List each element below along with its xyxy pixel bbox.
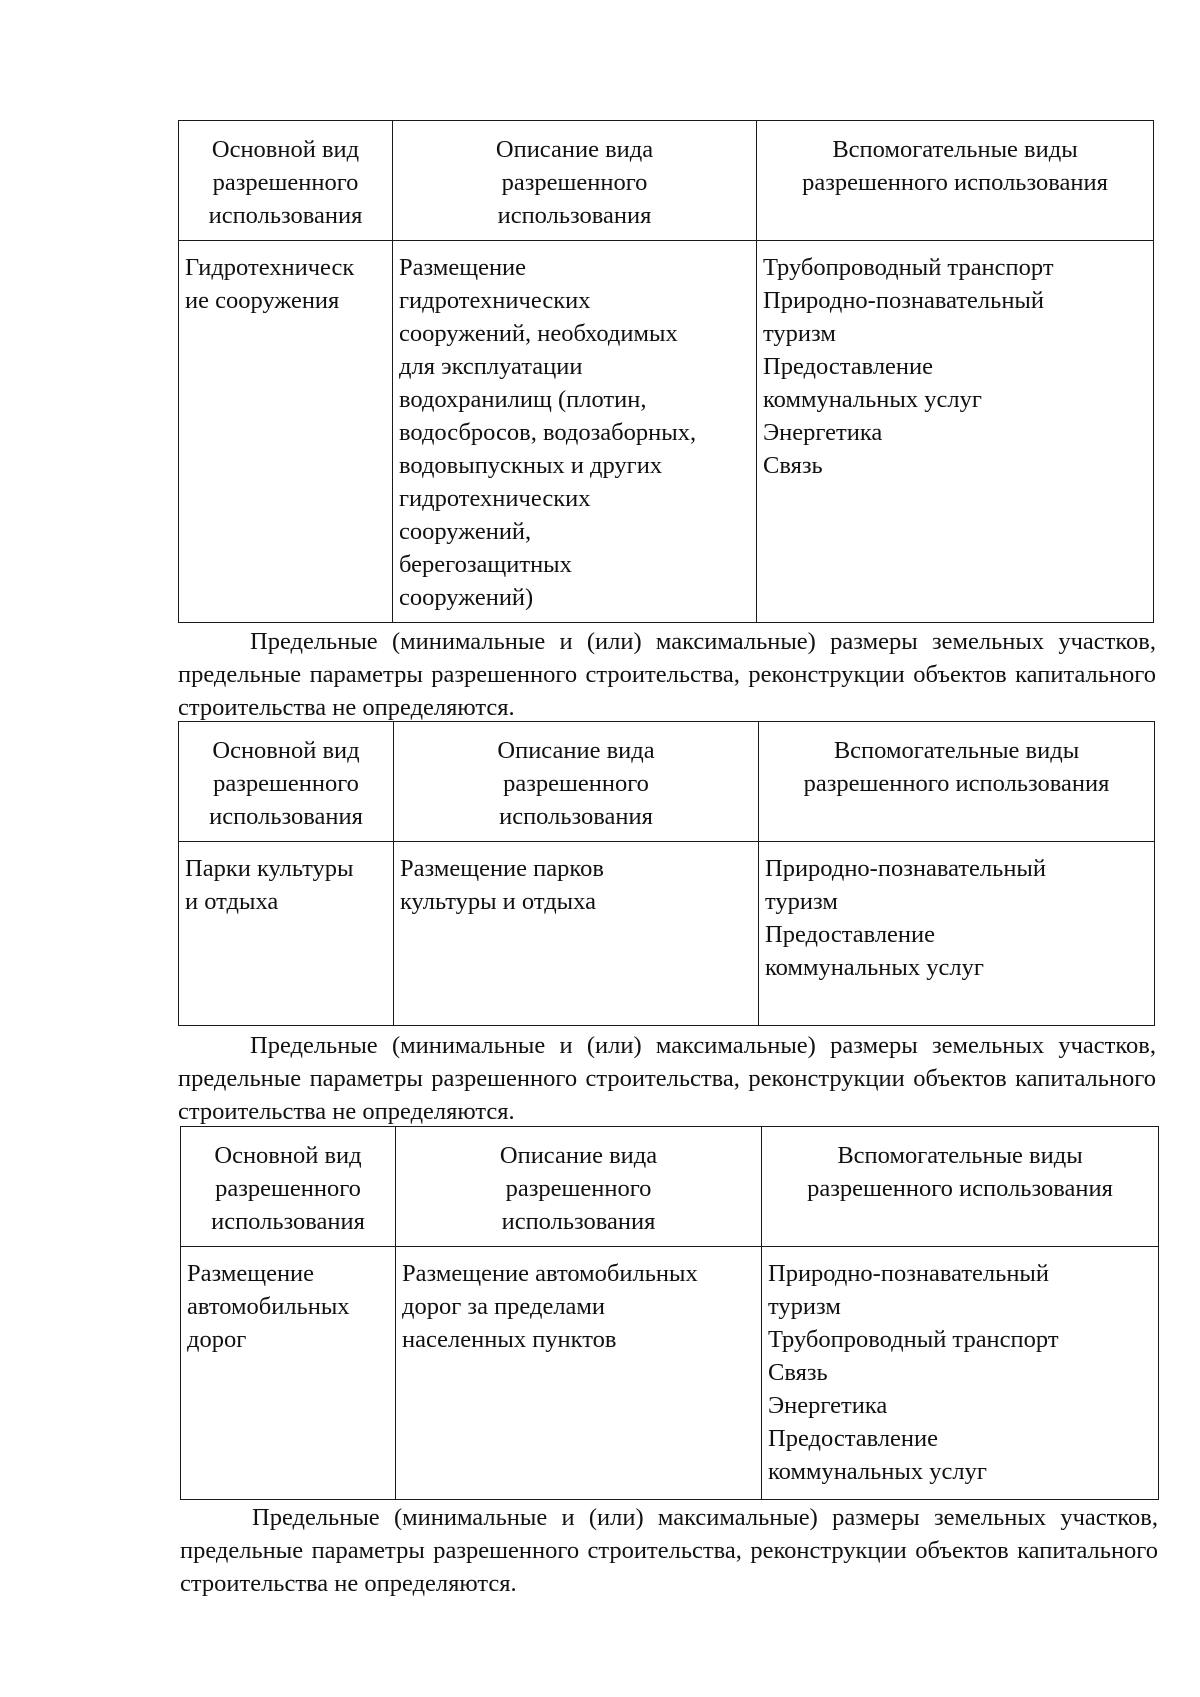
cell-line: коммунальных услуг (765, 954, 984, 981)
header-line: разрешенного использования (807, 1175, 1113, 1202)
cell-line: дорог (187, 1326, 247, 1353)
header-auxiliary (762, 1127, 1159, 1247)
header-line: Основной вид (212, 737, 360, 764)
cell-line: Размещение (187, 1260, 315, 1287)
header-line: Основной вид (214, 1142, 362, 1169)
table-header-row (179, 121, 1154, 241)
header-auxiliary (759, 722, 1155, 842)
header-line: Вспомогательные виды (832, 136, 1078, 163)
header-line: использования (497, 202, 652, 229)
header-main-type (181, 1127, 396, 1247)
cell-line: культуры и отдыха (400, 888, 596, 915)
cell-line: водосбросов, водозаборных, (399, 419, 697, 446)
cell-line: Связь (763, 452, 823, 479)
cell-main-type (179, 241, 393, 623)
header-line: использования (208, 202, 363, 229)
limits-note-1: Предельные (минимальные и (или) максимальные) размеры земельных участков, предельные параметры разрешенного строительства, реконструкции объектов капитального строительства не определяются. (178, 628, 1156, 721)
header-line: Вспомогательные виды (837, 1142, 1083, 1169)
cell-auxiliary (759, 842, 1155, 1026)
header-description (394, 722, 759, 842)
header-line: разрешенного (503, 770, 649, 797)
header-line: разрешенного (505, 1175, 652, 1202)
table-row (179, 842, 1155, 1026)
cell-line: Природно-познавательный (768, 1260, 1050, 1287)
header-line: разрешенного (215, 1175, 361, 1202)
cell-line: туризм (763, 320, 836, 347)
cell-line: коммунальных услуг (768, 1458, 987, 1485)
table-header-row (179, 722, 1155, 842)
header-auxiliary (757, 121, 1154, 241)
cell-line: Гидротехническ (185, 254, 355, 281)
cell-line: сооружений, необходимых (399, 320, 678, 347)
limits-note-3: Предельные (минимальные и (или) максимальные) размеры земельных участков, предельные параметры разрешенного строительства, реконструкции объектов капитального строительства не определяются. (180, 1504, 1158, 1597)
cell-main-type (181, 1247, 396, 1500)
cell-line: Связь (768, 1359, 828, 1386)
cell-line: Предоставление (763, 353, 934, 380)
cell-line: Предоставление (768, 1425, 939, 1452)
header-line: Описание вида (495, 136, 654, 163)
header-line: Описание вида (499, 1142, 658, 1169)
table-row (181, 1247, 1159, 1500)
cell-line: сооружений, (399, 518, 532, 545)
header-line: разрешенного использования (803, 770, 1110, 797)
cell-line: водохранилищ (плотин, (399, 386, 647, 413)
cell-line: гидротехнических (399, 287, 591, 314)
header-line: использования (211, 1208, 365, 1235)
zone-table-2 (178, 721, 1155, 1026)
cell-line: Природно-познавательный (765, 855, 1047, 882)
header-line: разрешенного (212, 169, 359, 196)
zone-table-3 (180, 1126, 1159, 1500)
cell-line: Энергетика (768, 1392, 888, 1419)
cell-line: для эксплуатации (399, 353, 583, 380)
cell-line: Трубопроводный транспорт (768, 1326, 1059, 1353)
cell-line: Размещение автомобильных (402, 1260, 698, 1287)
cell-line: дорог за пределами (402, 1293, 606, 1320)
cell-description (394, 842, 759, 1026)
zone-table (178, 721, 1155, 1026)
cell-description (396, 1247, 762, 1500)
header-line: использования (501, 1208, 656, 1235)
header-main-type (179, 121, 393, 241)
cell-description (393, 241, 757, 623)
cell-line: Размещение парков (400, 855, 604, 882)
header-main-type (179, 722, 394, 842)
header-line: Описание вида (497, 737, 655, 764)
cell-line: Природно-познавательный (763, 287, 1045, 314)
header-line: использования (499, 803, 653, 830)
cell-line: Парки культуры (185, 855, 354, 882)
header-description (396, 1127, 762, 1247)
table-row (179, 241, 1154, 623)
cell-line: Трубопроводный транспорт (763, 254, 1054, 281)
cell-line: и отдыха (185, 888, 279, 915)
cell-line: населенных пунктов (402, 1326, 617, 1353)
cell-line: сооружений) (399, 584, 534, 611)
header-line: разрешенного (501, 169, 648, 196)
cell-line: водовыпускных и других (399, 452, 663, 479)
cell-line: Размещение (399, 254, 527, 281)
cell-line: гидротехнических (399, 485, 591, 512)
header-line: разрешенного использования (802, 169, 1108, 196)
zone-table (178, 120, 1154, 623)
table-header-row (181, 1127, 1159, 1247)
cell-line: автомобильных (187, 1293, 350, 1320)
header-line: разрешенного (213, 770, 359, 797)
zone-table (180, 1126, 1159, 1500)
cell-line: Предоставление (765, 921, 936, 948)
cell-auxiliary (762, 1247, 1159, 1500)
header-line: Основной вид (211, 136, 360, 163)
header-description (393, 121, 757, 241)
limits-note-2: Предельные (минимальные и (или) максимальные) размеры земельных участков, предельные параметры разрешенного строительства, реконструкции объектов капитального строительства не определяются. (178, 1032, 1156, 1125)
cell-line: ие сооружения (185, 287, 340, 314)
header-line: использования (209, 803, 363, 830)
cell-line: туризм (765, 888, 838, 915)
cell-line: Энергетика (763, 419, 883, 446)
zone-table-1 (178, 120, 1154, 623)
cell-main-type (179, 842, 394, 1026)
cell-auxiliary (757, 241, 1154, 623)
header-line: Вспомогательные виды (833, 737, 1080, 764)
cell-line: коммунальных услуг (763, 386, 982, 413)
cell-line: туризм (768, 1293, 841, 1320)
cell-line: берегозащитных (399, 551, 572, 578)
